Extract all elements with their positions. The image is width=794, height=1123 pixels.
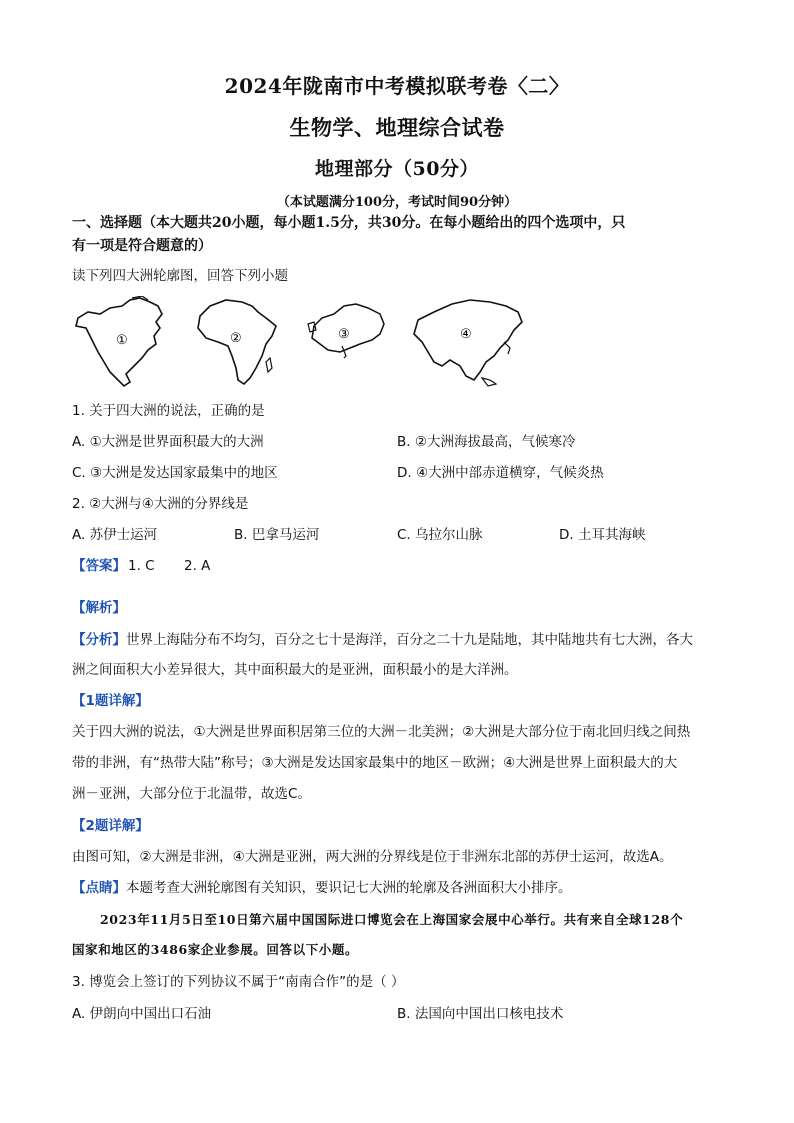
- exam-subtitle: 生物学、地理综合试卷: [289, 115, 505, 140]
- map-label-3: ③: [338, 327, 350, 342]
- map-label-2: ②: [230, 331, 242, 346]
- dianjing-line: [72, 878, 732, 898]
- analysis-label: 【解析】: [72, 600, 126, 616]
- section-heading-line2: 有一项是符合题意的）: [72, 238, 212, 254]
- section-title: 地理部分（50分）: [315, 158, 479, 180]
- q2-option-d: D. 土耳其海峡: [559, 527, 646, 543]
- detail2-line1: 由图可知，②大洲是非洲，④大洲是亚洲，两大洲的分界线是位于非洲东北部的苏伊士运河，故选A。: [72, 849, 673, 865]
- north-america-map: [70, 296, 170, 388]
- fenxi-text1: 世界上海陆分布不均匀，百分之七十是海洋，百分之二十九是陆地，其中陆地共有七大洲，各大: [126, 632, 693, 648]
- q1-option-d: D. ④大洲中部赤道横穿，气候炎热: [397, 465, 604, 481]
- map-label-4: ④: [460, 327, 472, 342]
- map-label-1: ①: [116, 333, 128, 348]
- q1-option-b: B. ②大洲海拔最高，气候寒冷: [397, 434, 576, 450]
- fenxi-line1: [72, 630, 732, 650]
- detail1-line1: 关于四大洲的说法，①大洲是世界面积居第三位的大洲－北美洲；②大洲是大部分位于南北回归线之间热: [72, 724, 691, 740]
- passage2-line2: 国家和地区的3486家企业参展。回答以下小题。: [72, 942, 359, 957]
- exam-note: （本试题满分100分，考试时间90分钟）: [276, 195, 518, 210]
- q2-option-a: A. 苏伊士运河: [72, 527, 158, 543]
- fenxi-line2: 洲之间面积大小差异很大，其中面积最大的是亚洲，面积最小的是大洋洲。: [72, 662, 518, 678]
- africa-map: [192, 296, 282, 388]
- dianjing-text: 本题考查大洲轮廓图有关知识，要识记七大洲的轮廓及各洲面积大小排序。: [126, 880, 572, 896]
- q2-stem: 2. ②大洲与④大洲的分界线是: [72, 496, 249, 512]
- section-heading-line1: 一、选择题（本大题共20小题，每小题1.5分，共30分。在每小题给出的四个选项中，只: [72, 215, 626, 231]
- answer-1: 1. C: [128, 558, 155, 574]
- q3-option-a: A. 伊朗向中国出口石油: [72, 1006, 212, 1022]
- dianjing-label: 【点睛】: [72, 880, 126, 896]
- q3-option-b: B. 法国向中国出口核电技术: [397, 1006, 564, 1022]
- asia-map: [404, 296, 530, 388]
- continent-maps: [70, 296, 530, 388]
- q2-option-c: C. 乌拉尔山脉: [397, 527, 483, 543]
- q3-stem: 3. 博览会上签订的下列协议不属于“南南合作”的是（ ）: [72, 974, 405, 990]
- q1-option-a: A. ①大洲是世界面积最大的大洲: [72, 434, 264, 450]
- q2-option-b: B. 巴拿马运河: [234, 527, 320, 543]
- exam-title: 2024年陇南市中考模拟联考卷〈二〉: [224, 74, 570, 98]
- fenxi-label: 【分析】: [72, 632, 126, 648]
- answer-label: 【答案】: [72, 558, 126, 574]
- detail1-label: 【1题详解】: [72, 693, 149, 709]
- q1-stem: 1. 关于四大洲的说法，正确的是: [72, 403, 265, 419]
- q1-option-c: C. ③大洲是发达国家最集中的地区: [72, 465, 278, 481]
- answer-2: 2. A: [184, 558, 211, 574]
- detail1-line3: 洲－亚洲，大部分位于北温带，故选C。: [72, 786, 311, 802]
- detail1-line2: 带的非洲，有“热带大陆”称号；③大洲是发达国家最集中的地区－欧洲；④大洲是世界上面积最大的大: [72, 755, 678, 771]
- passage2-line1: 2023年11月5日至10日第六届中国国际进口博览会在上海国家会展中心举行。共有来自全球128个: [100, 912, 684, 927]
- intro-text: 读下列四大洲轮廓图，回答下列小题: [72, 268, 288, 284]
- detail2-label: 【2题详解】: [72, 818, 149, 834]
- europe-map: [304, 296, 390, 388]
